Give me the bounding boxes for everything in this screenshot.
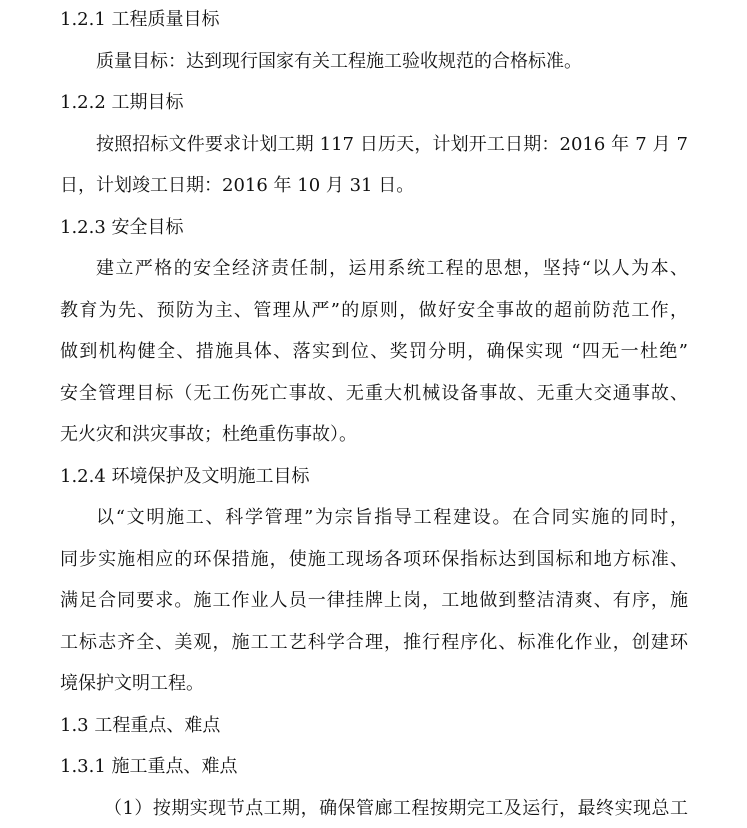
heading-1-3-1: 1.3.1 施工重点、难点 — [60, 756, 238, 777]
paragraph-environment-line-3: 满足合同要求。施工作业人员一律挂牌上岗，工地做到整洁清爽、有序，施 — [60, 590, 688, 611]
heading-1-3: 1.3 工程重点、难点 — [60, 715, 221, 736]
paragraph-environment-line-1: 以“文明施工、科学管理”为宗旨指导工程建设。在合同实施的同时， — [96, 507, 688, 528]
paragraph-environment-line-5: 境保护文明工程。 — [60, 673, 204, 694]
paragraph-environment-line-2: 同步实施相应的环保措施，使施工现场各项环保指标达到国标和地方标准、 — [60, 549, 688, 570]
paragraph-quality-goal: 质量目标：达到现行国家有关工程施工验收规范的合格标准。 — [96, 51, 582, 72]
list-item-1: （1）按期实现节点工期，确保管廊工程按期完工及运行，最终实现总工 — [104, 798, 688, 819]
paragraph-safety-line-5: 无火灾和洪灾事故；杜绝重伤事故）。 — [60, 424, 357, 445]
paragraph-safety-line-3: 做到机构健全、措施具体、落实到位、奖罚分明，确保实现 “四无一杜绝” — [60, 341, 688, 362]
heading-1-2-1: 1.2.1 工程质量目标 — [60, 9, 220, 30]
heading-1-2-4: 1.2.4 环境保护及文明施工目标 — [60, 466, 310, 487]
paragraph-safety-line-2: 教育为先、预防为主、管理从严”的原则，做好安全事故的超前防范工作， — [60, 300, 688, 321]
paragraph-schedule-line-1: 按照招标文件要求计划工期 117 日历天，计划开工日期：2016 年 7 月 7 — [96, 134, 688, 155]
paragraph-schedule-line-2: 日，计划竣工日期：2016 年 10 月 31 日。 — [60, 175, 415, 196]
paragraph-safety-line-4: 安全管理目标（无工伤死亡事故、无重大机械设备事故、无重大交通事故、 — [60, 383, 688, 404]
paragraph-environment-line-4: 工标志齐全、美观，施工工艺科学合理，推行程序化、标准化作业，创建环 — [60, 632, 688, 653]
paragraph-safety-line-1: 建立严格的安全经济责任制，运用系统工程的思想，坚持“以人为本、 — [96, 258, 688, 279]
heading-1-2-3: 1.2.3 安全目标 — [60, 217, 184, 238]
heading-1-2-2: 1.2.2 工期目标 — [60, 92, 184, 113]
